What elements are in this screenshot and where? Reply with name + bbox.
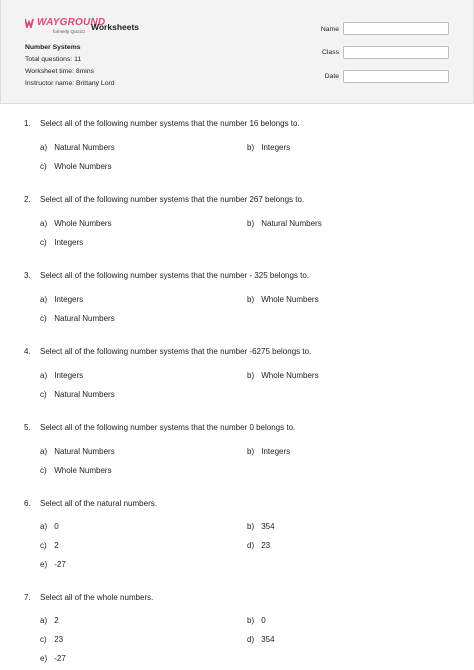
total-questions: Total questions: 11 <box>25 56 82 63</box>
question-text: Select all of the following number systems that the number - 325 belongs to. <box>40 271 310 280</box>
worksheet-title: Number Systems <box>25 44 81 51</box>
option-a: a) Integers <box>40 371 84 380</box>
logo-wordmark: WAYGROUND <box>37 17 106 28</box>
option-d: d) 354 <box>247 635 275 644</box>
option-c: c) 23 <box>40 635 64 644</box>
class-label: Class <box>322 49 339 56</box>
option-a: a) 2 <box>40 616 59 625</box>
worksheet-time: Worksheet time: 8mins <box>25 68 94 75</box>
name-label: Name <box>320 26 339 33</box>
question-text: Select all of the whole numbers. <box>40 593 154 602</box>
question-number: 4. <box>24 347 31 356</box>
question-text: Select all of the following number systems that the number 0 belongs to. <box>40 423 296 432</box>
question-text: Select all of the following number systems that the number -6275 belongs to. <box>40 347 312 356</box>
option-a: a) Natural Numbers <box>40 447 115 456</box>
option-c: c) Natural Numbers <box>40 314 115 323</box>
question-number: 7. <box>24 593 31 602</box>
option-c: c) 2 <box>40 541 59 550</box>
option-a: a) Integers <box>40 295 84 304</box>
option-b: b) Integers <box>247 143 291 152</box>
option-b: b) Integers <box>247 447 291 456</box>
option-b: b) 354 <box>247 522 275 531</box>
instructor-name: Instructor name: Brittany Lord <box>25 80 115 87</box>
question-text: Select all of the following number systems that the number 16 belongs to. <box>40 119 300 128</box>
logo-subtitle: formerly Quizizz <box>53 29 86 34</box>
option-c: c) Whole Numbers <box>40 466 112 475</box>
date-field[interactable] <box>343 70 449 83</box>
date-label: Date <box>324 73 339 80</box>
class-field[interactable] <box>343 46 449 59</box>
option-b: b) Natural Numbers <box>247 219 322 228</box>
option-b: b) 0 <box>247 616 266 625</box>
question-number: 2. <box>24 195 31 204</box>
question-text: Select all of the natural numbers. <box>40 499 157 508</box>
option-b: b) Whole Numbers <box>247 295 319 304</box>
option-e: e) -27 <box>40 654 66 663</box>
option-c: c) Integers <box>40 238 84 247</box>
option-e: e) -27 <box>40 560 66 569</box>
option-a: a) 0 <box>40 522 59 531</box>
option-b: b) Whole Numbers <box>247 371 319 380</box>
logo-mark-icon <box>25 18 35 28</box>
question-number: 1. <box>24 119 31 128</box>
worksheet-header <box>0 0 474 104</box>
question-number: 3. <box>24 271 31 280</box>
brand-title: Worksheets <box>91 22 140 32</box>
name-field[interactable] <box>343 22 449 35</box>
option-d: d) 23 <box>247 541 271 550</box>
option-a: a) Whole Numbers <box>40 219 112 228</box>
question-number: 5. <box>24 423 31 432</box>
wayground-logo <box>25 17 106 35</box>
option-c: c) Natural Numbers <box>40 390 115 399</box>
option-a: a) Natural Numbers <box>40 143 115 152</box>
question-text: Select all of the following number systems that the number 267 belongs to. <box>40 195 305 204</box>
question-number: 6. <box>24 499 31 508</box>
option-c: c) Whole Numbers <box>40 162 112 171</box>
